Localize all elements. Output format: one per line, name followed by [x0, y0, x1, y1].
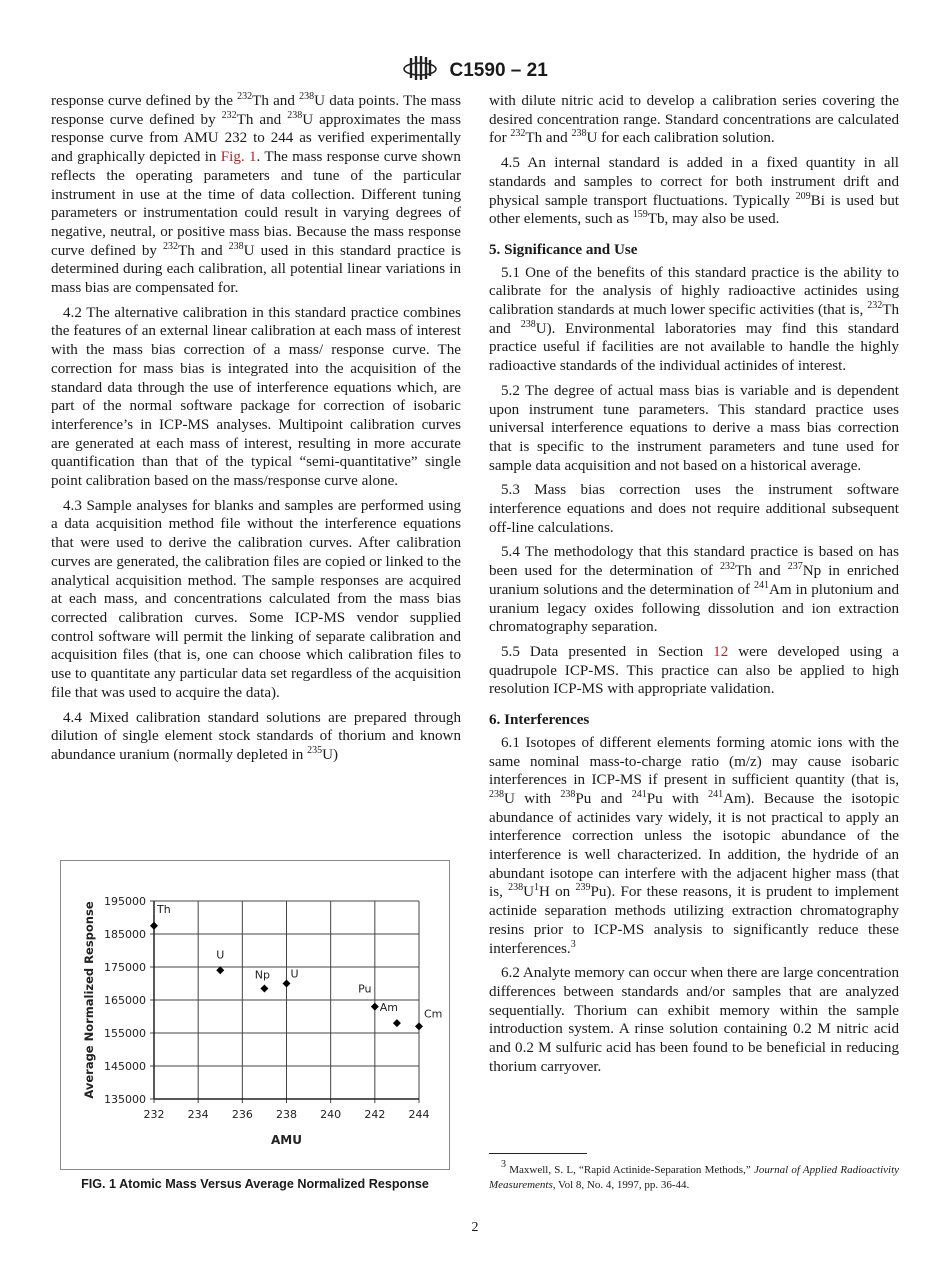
y-axis-label: Average Normalized Response [82, 901, 96, 1099]
data-point-label: Pu [358, 982, 372, 996]
paragraph-5-5: 5.5 Data presented in Section 12 were developed using a quadrupole ICP-MS. This practice can also be applied to high resolution ICP-MS with appropriate validation. [489, 643, 899, 698]
paragraph-4-5: 4.5 An internal standard is added in a fixed quantity in all standards and samples to correct for both instrument drift and physical sample transport fluctuations. Typically $^{209}$Bi is used but other elements, such as $^{159}$Tb, may also be used. [489, 155, 899, 228]
paragraph-5-2: 5.2 The degree of actual mass bias is variable and is dependent upon instrument tune parameters. This standard practice uses universal interference equations to derive a mass bias correction that is specific to the instrument parameters and tune used for sample data acquisition and not based on a historical average. [489, 382, 899, 474]
data-point-diamond-icon [415, 1022, 423, 1030]
y-tick-label: 145000 [104, 1060, 146, 1073]
y-tick-label: 155000 [104, 1027, 146, 1040]
paragraph-5-4: 5.4 The methodology that this standard practice is based on has been used for the determination of $^{232}$Th and $^{237}$Np in enriched uranium solutions and the determination of $^{241}$Am in plutonium and uranium legacy oxides following dissolution and ion extraction chromatography separation. [489, 544, 899, 636]
data-point-label: Th [157, 902, 171, 916]
y-tick-label: 165000 [104, 994, 146, 1007]
figure-1-chart [60, 860, 450, 1170]
figure-caption: FIG. 1 Atomic Mass Versus Average Normalized Response [81, 1177, 429, 1191]
data-point-label: U [216, 948, 225, 962]
astm-logo-icon [402, 54, 438, 88]
paragraph-5-1: 5.1 One of the benefits of this standard practice is the ability to calibrate for the analysis of highly radioactive actinides using calibration standards at much lower specific activities (that is, $^{232}$Th and $^{238}$U). Environmental laboratories may find this standard practice useful if facilities are not available to handle the highly radioactive standards of the individual actinides of interest. [489, 264, 899, 375]
paragraph-4-4-continued: with dilute nitric acid to develop a calibration series covering the desired concentration range. Standard concentrations are calculated for $^{232}$Th and $^{238}$U for each calibration solution. [489, 93, 899, 147]
y-tick-label: 195000 [104, 895, 146, 908]
x-tick-label: 234 [187, 1108, 209, 1121]
page-number: 2 [471, 1220, 479, 1235]
x-tick-label: 238 [276, 1108, 297, 1121]
x-tick-label: 242 [364, 1108, 386, 1121]
paragraph-4-3: 4.3 Sample analyses for blanks and samples are performed using a data acquisition method file without the interference equations that were used to derive the calibration curves. After calibration curves are generated, the calibration files are copied or linked to the analytical acquisition method. The sample responses are acquired at each mass, and concentrations calculated from the mass bias corrected calibration curves. Some ICP-MS vendor supplied control software will permit the linking of separate calibration and acquisition files (that is, one can choose which calibration files to use to quantitate any particular data set regardless of the acquisition file that was used to acquire the data). [51, 497, 461, 701]
data-point-label: Cm [424, 1007, 443, 1021]
paragraph-6-1: 6.1 Isotopes of different elements forming atomic ions with the same nominal mass-to-charge ratio (m/z) may cause isobaric interferences in ICP-MS if present in sufficient quantity (that is, $^{238}$U with $^{238}$Pu and $^{241}$Pu with $^{241}$Am). Because the isotopic abundance of actinides vary widely, it is not practical to apply an interference correction unless the isotopic abundance of the interference is well characterized. In addition, the hydride of an abundant isotope can interfere with the adjacent higher mass (that is, $^{238}U^1H$ on $^{239}$Pu). For these reasons, it is prudent to implement actinide separation methods utilizing extraction chromatography resins prior to ICP-MS analysis to significantly reduce these interferences.$^3$ [489, 734, 900, 957]
left-column [51, 92, 461, 771]
footnote-3: $^3$ Maxwell, S. L, “Rapid Actinide-Separation Methods,” Journal of Applied Radioactivity Measurements, Vol 8, No. 4, 1997, pp. 36-44. [489, 1159, 900, 1191]
paragraph-5-3: 5.3 Mass bias correction uses the instrument software interference equations and does not require additional subsequent off-line calculations. [489, 482, 899, 536]
document-designation: C1590 – 21 [449, 60, 548, 81]
paragraph-4-2: 4.2 The alternative calibration in this standard practice combines the features of an external linear calibration at each mass of interest with the mass bias correction of a mass/ response curve. The correction for mass bias is integrated into the acquisition of the standard data through the use of interference equations which, are part of the normal software package for correction of isobaric interference’s in ICP-MS analyses. Multipoint calibration curves are generated at each mass of interest, resulting in more accurate quantification than that of the typical “semi-quantitative” single point calibration based on the mass/response curve alone. [51, 304, 461, 490]
data-point-label: Am [379, 1001, 399, 1015]
x-tick-label: 232 [143, 1108, 165, 1121]
y-tick-label: 135000 [104, 1093, 146, 1106]
section-12-link[interactable]: 12 [713, 643, 729, 660]
paragraph-4-1-continued: response curve defined by the $^{232}$Th and $^{238}$U data points. The mass response curve defined by $^{232}$Th and $^{238}$U approximates the mass response curve from AMU 232 to 244 as verified experimentally and graphically depicted in Fig. 1. The mass response curve shown reflects the operating parameters and tune of the particular instrument in use at the time of data collection. Different tuning parameters or instrumentation could result in varying degrees of negative, neutral, or positive mass bias. Because the mass response curve defined by $^{232}$Th and $^{238}$U used in this standard practice is determined during each calibration, all potential linear variations in mass bias are compensated for. [51, 91, 462, 297]
scatter-plot [61, 861, 448, 1168]
footnote-ref[interactable]: 3 [570, 938, 576, 950]
footnote-divider [489, 1153, 587, 1154]
data-point-diamond-icon [393, 1019, 401, 1027]
paragraph-4-4: 4.4 Mixed calibration standard solutions are prepared through dilution of single element stock standards of thorium and known abundance uranium (normally depleted in $^{235}$U) [51, 709, 461, 763]
data-point-diamond-icon [260, 984, 268, 992]
data-point-label: Np [254, 968, 271, 982]
data-point-diamond-icon [371, 1003, 379, 1011]
section-5-heading: 5. Significance and Use [489, 241, 638, 258]
right-column [489, 92, 899, 1082]
x-tick-label: 240 [320, 1108, 342, 1121]
data-point-label: U [290, 967, 299, 981]
paragraph-6-2: 6.2 Analyte memory can occur when there are large concentration differences between standards and/or samples that are analyzed sequentially. Thorium can exhibit memory within the sample introduction system. A rinse solution containing 0.2 M nitric acid and 0.2 M sulfuric acid has been found to be beneficial in reducing thorium carryover. [489, 965, 899, 1075]
x-axis-label: AMU [271, 1133, 302, 1147]
data-point-diamond-icon [150, 922, 158, 930]
page-header [0, 54, 950, 88]
section-6-heading: 6. Interferences [489, 712, 590, 729]
x-tick-label: 244 [408, 1108, 430, 1121]
x-tick-label: 236 [231, 1108, 253, 1121]
fig-1-link[interactable]: Fig. 1 [220, 149, 257, 166]
y-tick-label: 175000 [104, 961, 146, 974]
y-tick-label: 185000 [104, 928, 146, 941]
data-point-diamond-icon [283, 980, 291, 988]
